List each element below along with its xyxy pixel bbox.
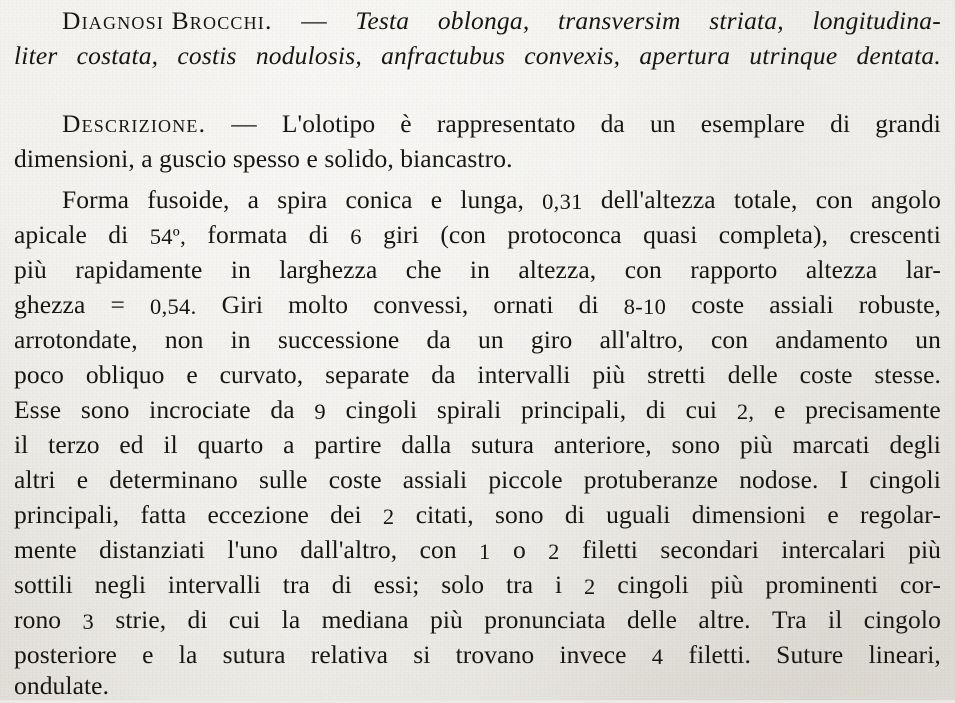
word: di <box>578 290 599 319</box>
word: robuste, <box>858 290 941 319</box>
word: molto <box>288 290 349 319</box>
word: terzo <box>48 430 100 459</box>
word: più <box>592 360 626 389</box>
word: principali, <box>14 500 120 529</box>
word: strie, <box>115 605 167 634</box>
word: sutura <box>471 430 535 459</box>
word: distanziati <box>99 535 206 564</box>
word: coste <box>328 465 382 494</box>
word: dall'altro, <box>300 535 398 564</box>
word: liter <box>14 41 58 70</box>
word: spira <box>277 185 328 214</box>
line-text: ondulate. <box>14 671 110 700</box>
word: utrinque <box>749 41 838 70</box>
word: non <box>164 325 204 354</box>
text-line-6 <box>14 218 941 252</box>
word: più <box>739 430 773 459</box>
word: protuberanze <box>583 465 719 494</box>
word: la <box>281 605 301 634</box>
heading-diagnosi-brocchi: Diagnosi Brocchi. <box>62 6 273 35</box>
text-line-3 <box>14 107 941 141</box>
word: da <box>426 325 451 354</box>
word: cingoli <box>345 395 418 424</box>
word: trovano <box>455 640 535 669</box>
word: si <box>413 640 431 669</box>
word: lar- <box>905 255 941 284</box>
word: nodose. <box>739 465 819 494</box>
word: di <box>645 395 666 424</box>
word: totale, <box>733 185 798 214</box>
word: rapidamente <box>75 255 203 284</box>
word: sutura <box>222 640 286 669</box>
word: il <box>14 430 29 459</box>
word: apertura <box>639 41 731 70</box>
word: di <box>308 220 329 249</box>
word: poco <box>14 360 64 389</box>
word: rappresentato <box>436 109 576 138</box>
word: (con <box>440 220 487 249</box>
word: citati, <box>415 500 474 529</box>
word: apicale <box>14 220 87 249</box>
word: giri <box>383 220 419 249</box>
word: separate <box>325 360 410 389</box>
numeral: 6 <box>350 223 362 249</box>
word: Suture <box>776 640 844 669</box>
numeral: 4 <box>651 643 664 669</box>
word: o <box>512 535 526 564</box>
word: larghezza <box>279 255 378 284</box>
word: da <box>600 109 625 138</box>
word: lineari, <box>868 640 941 669</box>
word: nodulosis, <box>255 41 362 70</box>
word: pronunciata <box>484 605 606 634</box>
word: delle <box>727 360 778 389</box>
word: convessi, <box>373 290 469 319</box>
word: relativa <box>310 640 388 669</box>
word: anteriore, <box>553 430 652 459</box>
word: uguali <box>606 500 671 529</box>
word: Forma <box>62 185 130 214</box>
word: e <box>430 185 443 214</box>
word: spirali <box>436 395 502 424</box>
equals-sign: = <box>110 290 125 319</box>
word: grandi <box>875 109 941 138</box>
word: coste <box>691 290 745 319</box>
text-line-1 <box>14 4 941 38</box>
text-line-15 <box>14 533 941 567</box>
word: solo <box>441 570 485 599</box>
word: un <box>478 325 504 354</box>
word: longitudina- <box>812 6 941 35</box>
word: che <box>405 255 442 284</box>
word: conica <box>345 185 413 214</box>
word: Esse <box>14 395 62 424</box>
heading-descrizione: Descrizione. <box>62 109 207 138</box>
word: l'uno <box>227 535 278 564</box>
word: marcati <box>792 430 870 459</box>
word: transversim <box>558 6 681 35</box>
word: principali, <box>521 395 627 424</box>
word: cui <box>228 605 261 634</box>
text-line-10 <box>14 358 941 392</box>
text-line-19 <box>14 669 941 703</box>
word: Giri <box>221 290 264 319</box>
word: assiali <box>769 290 834 319</box>
numeral: 2 <box>548 538 560 564</box>
word: intervalli <box>167 570 261 599</box>
text-line-11 <box>14 393 941 427</box>
word: prominenti <box>765 570 879 599</box>
word: e <box>76 465 89 494</box>
word: Testa <box>355 6 410 35</box>
word: fusoide, <box>147 185 230 214</box>
word: dell'altezza <box>600 185 716 214</box>
word: cor- <box>900 570 941 599</box>
word: cingolo <box>863 605 941 634</box>
numeral: 0,31 <box>542 188 583 214</box>
word: I <box>839 465 849 494</box>
text-line-8 <box>14 288 941 322</box>
text-line-7 <box>14 253 941 287</box>
numeral: 1 <box>479 538 491 564</box>
word: sono <box>671 430 721 459</box>
word: ed <box>119 430 144 459</box>
word: posteriore <box>14 640 117 669</box>
text-line-17 <box>14 603 941 637</box>
word: il <box>163 430 178 459</box>
word: rapporto <box>690 255 778 284</box>
word: giro <box>530 325 573 354</box>
word: di <box>108 220 129 249</box>
word: più <box>429 605 463 634</box>
text-line-2 <box>14 39 941 73</box>
word: costata, <box>76 41 159 70</box>
word: arrotondate, <box>14 325 138 354</box>
word: secondari <box>660 535 759 564</box>
word: completa), <box>718 220 829 249</box>
word: filetti. <box>688 640 751 669</box>
word: ornati <box>493 290 554 319</box>
word: mente <box>14 535 77 564</box>
word: determinano <box>109 465 238 494</box>
word: di <box>564 500 585 529</box>
text-line-9 <box>14 323 941 357</box>
word: Tra <box>771 605 807 634</box>
numeral: 9 <box>314 398 326 424</box>
word: obliquo <box>85 360 165 389</box>
word: altezza, <box>518 255 597 284</box>
word: più <box>908 535 941 564</box>
word: e <box>142 640 154 669</box>
word: ghezza <box>14 290 86 319</box>
word: di <box>331 570 352 599</box>
word: cingoli <box>617 570 689 599</box>
word: negli <box>94 570 147 599</box>
word: da <box>270 395 295 424</box>
text-line-12 <box>14 428 941 462</box>
word: esemplare <box>700 109 805 138</box>
word: coste <box>799 360 853 389</box>
word: a <box>247 185 260 214</box>
word: con <box>419 535 457 564</box>
numeral: 0,54. <box>150 293 197 319</box>
word: dentata. <box>856 41 941 70</box>
word: con <box>815 185 853 214</box>
word: i <box>554 570 563 599</box>
text-line-13 <box>14 463 941 497</box>
word: intervalli <box>477 360 571 389</box>
word: angolo <box>870 185 941 214</box>
word: sottili <box>14 570 73 599</box>
word: è <box>400 109 412 138</box>
word: altre. <box>698 605 751 634</box>
word: costis <box>177 41 237 70</box>
word: all'altro, <box>599 325 684 354</box>
word: il <box>828 605 843 634</box>
word: convexis, <box>524 41 621 70</box>
word: con <box>624 255 662 284</box>
word: crescenti <box>849 220 941 249</box>
word: stesse. <box>874 360 941 389</box>
word: piccole <box>488 465 563 494</box>
numeral: 2 <box>382 503 395 529</box>
word: delle <box>626 605 678 634</box>
text-line-14 <box>14 498 941 532</box>
word: curvato, <box>219 360 304 389</box>
word: altezza <box>805 255 878 284</box>
word: un <box>915 325 941 354</box>
numeral-range: 8-10 <box>623 293 667 319</box>
line-text: dimensioni, a guscio spesso e solido, biancastro. <box>14 144 513 173</box>
word: andamento <box>775 325 889 354</box>
text-line-18 <box>14 638 941 672</box>
word: intercalari <box>781 535 886 564</box>
word: protoconca <box>507 220 622 249</box>
word: sono <box>495 500 544 529</box>
word: quasi <box>643 220 698 249</box>
word: dimensioni <box>691 500 807 529</box>
word: stretti <box>647 360 706 389</box>
word: un <box>649 109 676 138</box>
word: lunga, <box>460 185 524 214</box>
word: in <box>230 255 251 284</box>
numeral-angle: 54º, <box>149 223 187 249</box>
text-line-5 <box>14 183 941 217</box>
word: degli <box>889 430 941 459</box>
word: sulle <box>258 465 308 494</box>
word: anfractubus <box>381 41 506 70</box>
word: da <box>431 360 456 389</box>
word: sono <box>80 395 130 424</box>
word: più <box>710 570 744 599</box>
word: la <box>178 640 198 669</box>
word: partire <box>314 430 382 459</box>
word: a <box>283 430 295 459</box>
word: e <box>186 360 198 389</box>
numeral: 2, <box>736 398 755 424</box>
word: in <box>230 325 251 354</box>
word: dei <box>330 500 362 529</box>
numeral: 2 <box>583 573 596 599</box>
word: e <box>827 500 839 529</box>
word: fatta <box>140 500 187 529</box>
text-line-4 <box>14 142 941 176</box>
word: striata, <box>709 6 784 35</box>
word: altri <box>14 465 56 494</box>
word: tra <box>505 570 534 599</box>
word: mediana <box>321 605 409 634</box>
word: filetti <box>582 535 638 564</box>
word: e <box>774 395 786 424</box>
word: successione <box>277 325 400 354</box>
word: cui <box>685 395 718 424</box>
word: dalla <box>401 430 452 459</box>
word: più <box>14 255 47 284</box>
em-dash-2: — <box>231 109 257 138</box>
word: rono <box>14 605 62 634</box>
word: precisamente <box>805 395 941 424</box>
word: formata <box>207 220 288 249</box>
word: di <box>830 109 851 138</box>
word: con <box>710 325 749 354</box>
word: di <box>187 605 208 634</box>
word: L'olotipo <box>281 109 376 138</box>
em-dash-1: — <box>301 6 327 35</box>
word: oblonga, <box>437 6 530 35</box>
word: assiali <box>402 465 468 494</box>
word: incrociate <box>149 395 251 424</box>
word: cingoli <box>869 465 941 494</box>
word: tra <box>282 570 310 599</box>
word: regolar- <box>859 500 941 529</box>
word: essi; <box>373 570 420 599</box>
word: quarto <box>197 430 264 459</box>
word: eccezione <box>207 500 309 529</box>
numeral: 3 <box>82 608 95 634</box>
word: invece <box>559 640 627 669</box>
word: in <box>469 255 490 284</box>
text-line-16 <box>14 568 941 602</box>
